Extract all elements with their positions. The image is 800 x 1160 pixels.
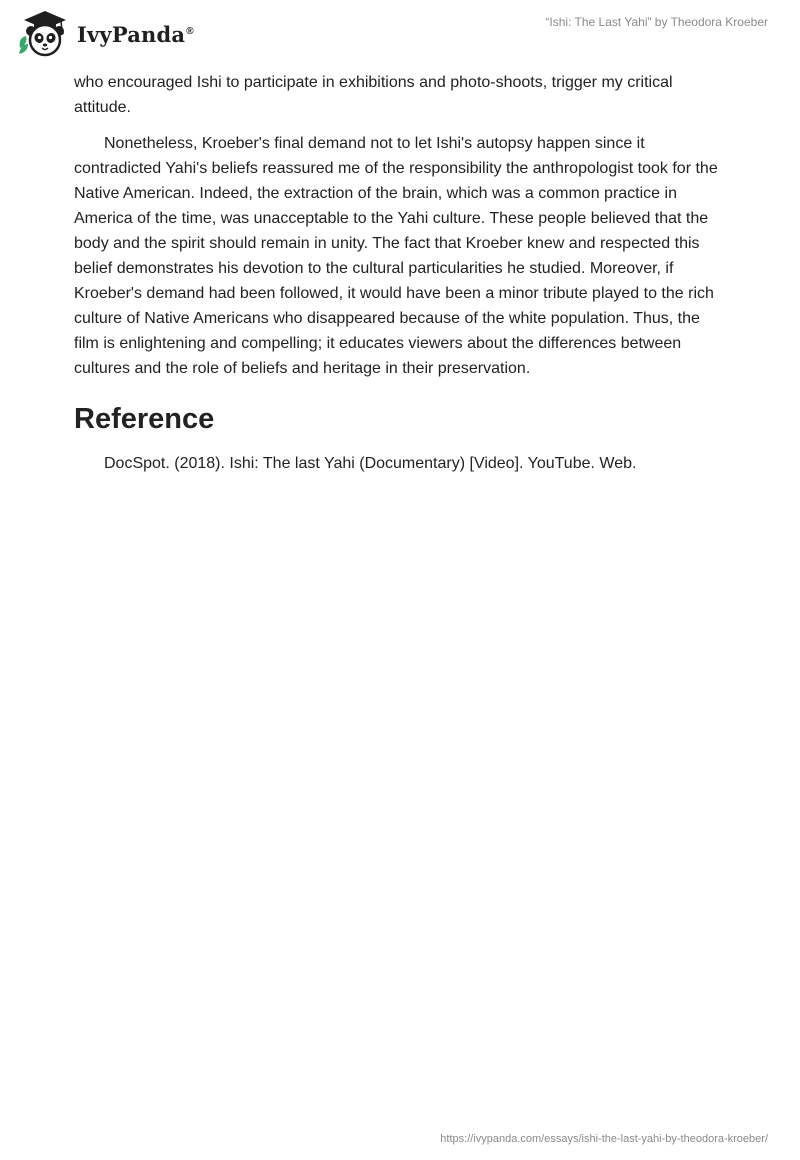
logo-wordmark: IvyPanda®: [77, 21, 194, 47]
paragraph: Nonetheless, Kroeber's final demand not to let Ishi's autopsy happen since it contradicted Yahi's beliefs reassured me of the responsibility the anthropologist took for the Native American. Indeed, the extraction of the brain, which was a common practice in America of the time, was unacceptable to the Yahi culture. These people believed that the body and the spirit should remain in unity. The fact that Kroeber knew and respected this belief demonstrates his devotion to the cultural particularities he studied. Moreover, if Kroeber's demand had been followed, it would have been a minor tribute played to the rich culture of Native Americans who disappeared because of the white population. Thus, the film is enlightening and compelling; it educates viewers about the differences between cultures and the role of beliefs and heritage in their preservation.: [74, 135, 718, 377]
paragraph-continuation: who encouraged Ishi to participate in exhibitions and photo-shoots, trigger my critical attitude.: [74, 74, 673, 116]
panda-graduate-icon: [16, 8, 74, 58]
registered-mark: ®: [186, 25, 194, 37]
ivypanda-logo[interactable]: [16, 8, 194, 58]
reference-heading: Reference: [74, 403, 215, 435]
document-title: “Ishi: The Last Yahi” by Theodora Kroeber: [545, 15, 768, 29]
page-header: [0, 0, 800, 70]
footer-url[interactable]: https://ivypanda.com/essays/ishi-the-last-yahi-by-theodora-kroeber/: [440, 1133, 768, 1145]
reference-item: DocSpot. (2018). Ishi: The last Yahi (Documentary) [Video]. YouTube. Web.: [104, 455, 637, 472]
essay-content: [74, 70, 724, 476]
